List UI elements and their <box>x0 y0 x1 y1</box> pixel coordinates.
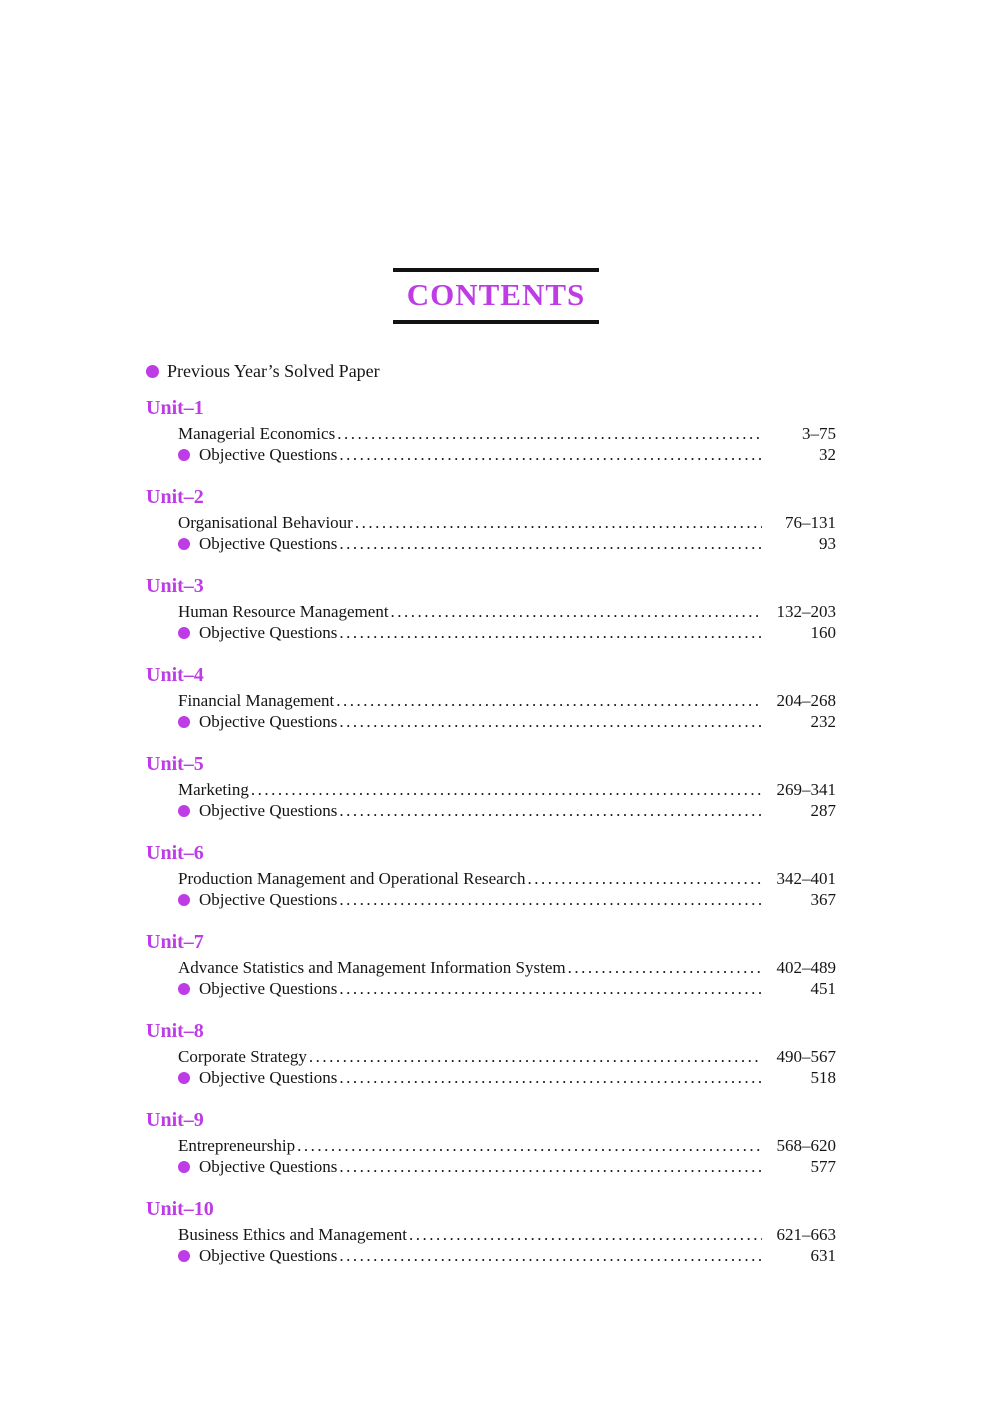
unit-heading: Unit–2 <box>146 486 204 508</box>
chapter-title: Business Ethics and Management <box>178 1225 407 1244</box>
unit-section <box>146 486 836 554</box>
objective-row <box>146 978 836 999</box>
unit-section <box>146 1020 836 1088</box>
objective-label: Objective Questions <box>199 801 338 820</box>
unit-heading: Unit–7 <box>146 931 204 953</box>
objective-page: 160 <box>810 623 836 642</box>
chapter-pages: 490–567 <box>776 1047 836 1066</box>
chapter-pages: 204–268 <box>776 691 836 710</box>
unit-section <box>146 397 836 465</box>
dot-leader <box>309 1046 762 1067</box>
dot-leader <box>339 444 762 465</box>
chapter-title: Advance Statistics and Management Information System <box>178 958 566 977</box>
objective-row <box>146 444 836 465</box>
bullet-icon <box>178 716 190 728</box>
unit-heading: Unit–5 <box>146 753 204 775</box>
objective-row <box>146 800 836 821</box>
bullet-icon <box>178 894 190 906</box>
chapter-row <box>146 690 836 711</box>
chapter-title: Managerial Economics <box>178 424 336 443</box>
chapter-pages: 402–489 <box>776 958 836 977</box>
chapter-title: Entrepreneurship <box>178 1136 296 1155</box>
objective-label: Objective Questions <box>199 979 338 998</box>
toc-content <box>146 360 836 1266</box>
dot-leader <box>339 711 762 732</box>
unit-heading: Unit–9 <box>146 1109 204 1131</box>
dot-leader <box>339 1067 762 1088</box>
dot-leader <box>297 1135 762 1156</box>
chapter-row <box>146 423 836 444</box>
bullet-icon <box>178 627 190 639</box>
chapter-title: Production Management and Operational Research <box>178 869 526 888</box>
unit-section <box>146 575 836 643</box>
bullet-icon <box>178 983 190 995</box>
dot-leader <box>339 1245 762 1266</box>
objective-row <box>146 1245 836 1266</box>
chapter-row <box>146 601 836 622</box>
chapter-row <box>146 512 836 533</box>
bullet-icon <box>178 449 190 461</box>
unit-heading: Unit–4 <box>146 664 204 686</box>
bullet-icon <box>146 365 159 378</box>
units-list <box>146 397 836 1266</box>
title-rules <box>393 268 600 324</box>
bullet-icon <box>178 1072 190 1084</box>
dot-leader <box>568 957 762 978</box>
dot-leader <box>391 601 762 622</box>
chapter-pages: 132–203 <box>776 602 836 621</box>
bullet-icon <box>178 1250 190 1262</box>
dot-leader <box>339 622 762 643</box>
dot-leader <box>339 889 762 910</box>
chapter-pages: 342–401 <box>776 869 836 888</box>
dot-leader <box>527 868 762 889</box>
bullet-icon <box>178 805 190 817</box>
unit-section <box>146 753 836 821</box>
chapter-title: Marketing <box>178 780 249 799</box>
page-title: CONTENTS <box>406 277 586 312</box>
objective-row <box>146 889 836 910</box>
objective-page: 287 <box>810 801 836 820</box>
objective-label: Objective Questions <box>199 890 338 909</box>
unit-section <box>146 664 836 732</box>
unit-section <box>146 931 836 999</box>
chapter-pages: 568–620 <box>776 1136 836 1155</box>
contents-title-block <box>0 0 992 324</box>
objective-label: Objective Questions <box>199 712 338 731</box>
unit-section <box>146 1198 836 1266</box>
dot-leader <box>339 978 762 999</box>
unit-heading: Unit–6 <box>146 842 204 864</box>
objective-page: 32 <box>819 445 836 464</box>
chapter-title: Financial Management <box>178 691 335 710</box>
objective-row <box>146 1067 836 1088</box>
unit-section <box>146 1109 836 1177</box>
objective-row <box>146 1156 836 1177</box>
chapter-row <box>146 779 836 800</box>
unit-heading: Unit–10 <box>146 1198 214 1220</box>
chapter-pages: 3–75 <box>802 424 836 443</box>
objective-row <box>146 533 836 554</box>
objective-page: 451 <box>810 979 836 998</box>
objective-row <box>146 622 836 643</box>
dot-leader <box>251 779 762 800</box>
objective-page: 577 <box>810 1157 836 1176</box>
objective-page: 631 <box>810 1246 836 1265</box>
objective-page: 518 <box>810 1068 836 1087</box>
objective-row <box>146 711 836 732</box>
objective-label: Objective Questions <box>199 623 338 642</box>
chapter-row <box>146 957 836 978</box>
intro-label: Previous Year’s Solved Paper <box>167 361 380 381</box>
bullet-icon <box>178 1161 190 1173</box>
bullet-icon <box>178 538 190 550</box>
intro-line <box>146 360 836 382</box>
dot-leader <box>339 1156 762 1177</box>
objective-label: Objective Questions <box>199 534 338 553</box>
unit-heading: Unit–1 <box>146 397 204 419</box>
chapter-title: Organisational Behaviour <box>178 513 353 532</box>
chapter-row <box>146 868 836 889</box>
chapter-row <box>146 1046 836 1067</box>
objective-label: Objective Questions <box>199 1157 338 1176</box>
objective-label: Objective Questions <box>199 1246 338 1265</box>
objective-page: 367 <box>810 890 836 909</box>
chapter-pages: 621–663 <box>776 1225 836 1244</box>
dot-leader <box>339 800 762 821</box>
unit-heading: Unit–3 <box>146 575 204 597</box>
chapter-pages: 76–131 <box>785 513 836 532</box>
dot-leader <box>409 1224 762 1245</box>
unit-heading: Unit–8 <box>146 1020 204 1042</box>
chapter-title: Human Resource Management <box>178 602 389 621</box>
objective-label: Objective Questions <box>199 445 338 464</box>
unit-section <box>146 842 836 910</box>
objective-page: 232 <box>810 712 836 731</box>
dot-leader <box>337 423 762 444</box>
objective-page: 93 <box>819 534 836 553</box>
objective-label: Objective Questions <box>199 1068 338 1087</box>
chapter-row <box>146 1224 836 1245</box>
dot-leader <box>339 533 762 554</box>
dot-leader <box>355 512 762 533</box>
chapter-title: Corporate Strategy <box>178 1047 307 1066</box>
chapter-pages: 269–341 <box>776 780 836 799</box>
chapter-row <box>146 1135 836 1156</box>
dot-leader <box>336 690 762 711</box>
